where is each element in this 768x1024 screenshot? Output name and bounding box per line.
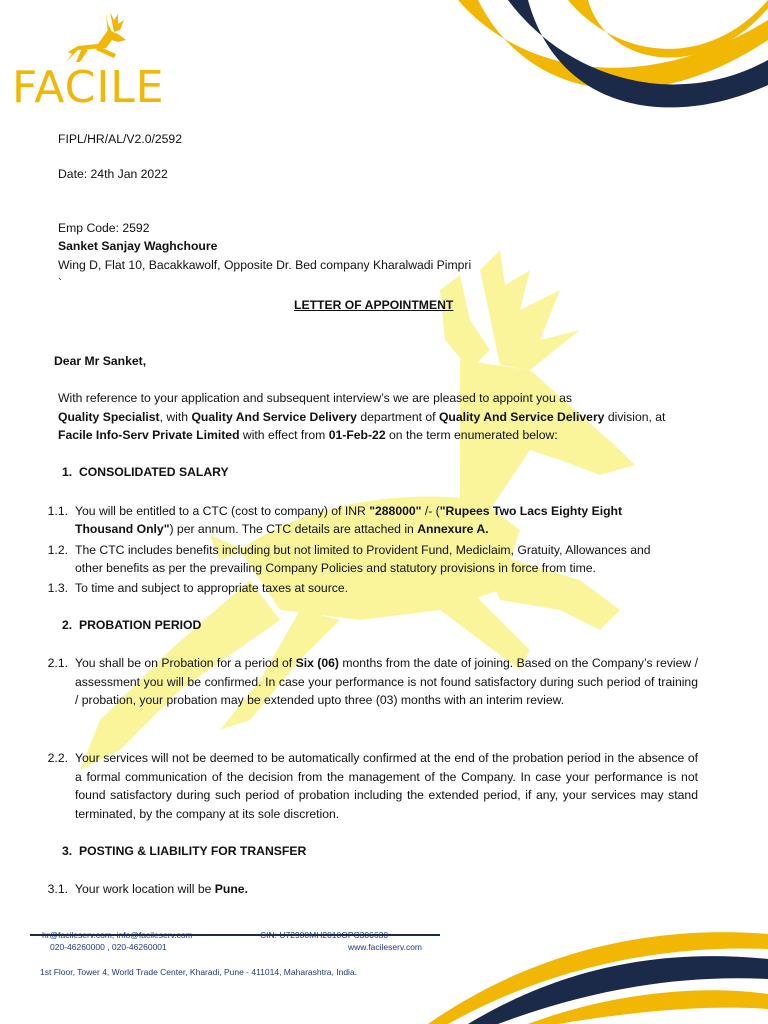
item-1-3-text: To time and subject to appropriate taxes at source. (75, 581, 349, 595)
section-2-number: 2. (62, 618, 73, 632)
work-location: Pune. (214, 882, 248, 896)
intro-line-2: Quality Specialist, with Quality And Service Delivery department of Quality And Service Delivery division, at (58, 410, 666, 424)
header-wave-graphic (438, 0, 768, 125)
item-2-1-number: 2.1. (47, 656, 68, 670)
salutation: Dear Mr Sanket, (54, 354, 147, 368)
item-3-1-text: Your work location will be Pune. (75, 882, 248, 896)
section-1-heading: CONSOLIDATED SALARY (79, 465, 229, 479)
employee-code: Emp Code: 2592 (58, 221, 150, 235)
section-2-heading: PROBATION PERIOD (79, 618, 202, 632)
role-name: Quality Specialist (58, 410, 160, 424)
item-1-1-number: 1.1. (47, 504, 68, 518)
division-name: Quality And Service Delivery (438, 410, 605, 424)
item-3-1-number: 3.1. (47, 882, 68, 896)
footer-divider (30, 934, 440, 936)
footer-wave-graphic (428, 914, 768, 1024)
intro-line-1: With reference to your application and subsequent interview’s we are pleased to appoint you as (58, 391, 572, 405)
footer-website[interactable]: www.facileserv.com (348, 942, 422, 952)
section-3-heading: POSTING & LIABILITY FOR TRANSFER (79, 844, 307, 858)
item-1-2-line-1: The CTC includes benefits including but not limited to Provident Fund, Mediclaim, Gratuity, Allowances and (75, 543, 651, 557)
brand-logo-text: FACILE (12, 62, 165, 113)
item-2-2-number: 2.2. (47, 751, 68, 765)
footer-address: 1st Floor, Tower 4, World Trade Center, Kharadi, Pune - 411014, Maharashtra, India. (40, 967, 358, 977)
letter-date: Date: 24th Jan 2022 (58, 167, 168, 181)
recipient-name: Sanket Sanjay Waghchoure (58, 239, 218, 253)
item-1-2-line-2: other benefits as per the prevailing Company Policies and statutory provisions in force from time. (75, 561, 596, 575)
item-2-2-text: Your services will not be deemed to be automatically confirmed at the end of the probation period in the absence of a formal communication of the decision from the management of the Company. In case your performance is not found satisfactory during such period of probation including the extended period, if any, your services may stand terminated, by the company at its sole discretion. (75, 751, 698, 821)
section-3-number: 3. (62, 844, 73, 858)
ctc-amount: "288000" (369, 504, 422, 518)
stray-mark: ` (58, 276, 63, 290)
footer-phones: 020-46260000 , 020-46260001 (50, 942, 167, 952)
item-1-3-number: 1.3. (47, 581, 68, 595)
item-2-1-text: You shall be on Probation for a period of Six (06) months from the date of joining. Based on the Company’s review / assessment you will be confirmed. In case your performance is not found satisfactory during such period of training / probation, your probation may be extended upto three (03) months with an interim review. (75, 656, 698, 707)
annexure-ref: Annexure A. (417, 522, 489, 536)
probation-period: Six (06) (295, 656, 339, 670)
company-name: Facile Info-Serv Private Limited (58, 428, 240, 442)
intro-line-3: Facile Info-Serv Private Limited with effect from 01-Feb-22 on the term enumerated below: (58, 428, 558, 442)
ctc-in-words: "Rupees Two Lacs Eighty Eight (439, 504, 623, 518)
item-1-2-number: 1.2. (47, 543, 68, 557)
section-1-number: 1. (62, 465, 73, 479)
letter-title: LETTER OF APPOINTMENT (294, 298, 454, 312)
item-1-1-line-2: Thousand Only") per annum. The CTC details are attached in Annexure A. (75, 522, 489, 536)
item-1-1-line-1: You will be entitled to a CTC (cost to company) of INR "288000" /- ("Rupees Two Lacs Eighty Eight (75, 504, 623, 518)
recipient-address: Wing D, Flat 10, Bacakkawolf, Opposite Dr. Bed company Kharalwadi Pimpri (58, 258, 472, 272)
deer-logo-icon (58, 10, 130, 70)
department-name: Quality And Service Delivery (191, 410, 357, 424)
effective-date: 01-Feb-22 (328, 428, 386, 442)
reference-number: FIPL/HR/AL/V2.0/2592 (58, 132, 182, 146)
